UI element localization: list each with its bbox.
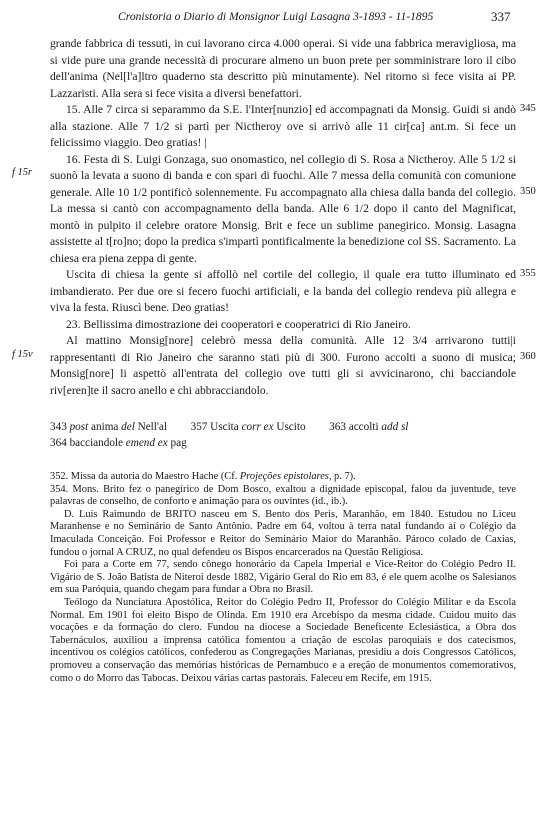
line-number: 360	[520, 351, 536, 362]
folio-note: f 15r	[12, 167, 33, 178]
footnote: 352. Missa da autoria do Maestro Hache (Cf. Projeções epistolares, p. 7).	[50, 471, 356, 482]
apparatus-entry: 364 bacciandole emend ex pag	[50, 437, 187, 449]
footnote: D. Luís Raimundo de BRITO nasceu em S. Bento dos Peris, Maranhão, em 1840. Estudou no Liceu Maranhense e no Seminário de Santo Antônio. Padre em 64, voltou à terra natal fundando aí o Colégio da Imaculada Conceição. Foi Professor e Reitor do Seminário Maior do Maranhão. Pároco colado de Caxias, fundou o jornal A CRUZ, no qual defendeu os Bispos encarcerados na Questão Religiosa.	[50, 508, 516, 558]
line-number: 355	[520, 268, 536, 279]
paragraph: Uscita di chiesa la gente si affollò nel cortile del collegio, il quale era tutto illuminato ed imbandierato. Per due ore si fecero fuochi artificiali, e la banda del collegio rendeva più allegra e viva la festa. Riuscì bene. Deo gratias!	[50, 268, 516, 314]
apparatus-row	[50, 435, 516, 451]
footnote: Teólogo da Nunciatura Apostólica, Reitor do Colégio Pedro II, Professor do Colégio Militar e da Escola Normal. Em 1901 foi eleito Bispo de Olinda. Em 1910 era Arcebispo da mesma cidade. Cuidou muito das vocações e da formação do clero. Fundou na diocese a Sociedade Beneficente Eclesiástica, a Obra dos Tabernáculos, auxiliou a imprensa católica fomentou a criação de escolas paroquiais e dos catecismos, incentivou os colégios católicos, confederou as Congregações Marianas, presidiu a dois Congressos Católicos, promoveu a conservação das memórias históricas de Pernambuco e a ereção de monumentos comemorativos, como o do Morro das Tabocas. Deixou várias cartas pastorais. Faleceu em Recife, em 1915.	[50, 596, 516, 684]
apparatus-entry: 343 post anima del Nell'al	[50, 421, 167, 433]
line-number: 350	[520, 186, 536, 197]
apparatus-entry: 363 accolti add sl	[329, 421, 409, 433]
paragraph: 23. Bellissima dimostrazione dei cooperatori e cooperatrici di Rio Janeiro.	[66, 317, 411, 331]
apparatus-row	[50, 419, 516, 435]
footnote: 354. Mons. Brito fez o panegírico de Dom Bosco, exaltou a dignidade episcopal, falou da juventude, teve palavras de conselho, de conforto e animação para os ouvintes (id., ib.).	[50, 483, 516, 508]
page-number: 337	[491, 9, 511, 24]
paragraph: 16. Festa di S. Luigi Gonzaga, suo onomastico, nel collegio di S. Rosa a Nictheroy. Alle 5 1/2 si suonò la levata a suono di banda e con spari di fuochi. Alle 7 messa della comunità con comunione generale. Alle 10 1/2 pontificò solennemente. Fu accompagnato alla chiesa dalla banda del collegio. La messa si cantò con accompagnamento della banda. Alle 6 1/2 dopo il canto del Magnificat, montò in pulpito il celebre oratore Monsig. Brit e fece un sublime panegirico. Monsig. Lasagna assistette al t[ro]no; dopo la predica s'impartì pontificalmente la benedizione col SS. Sacramento. La chiesa era piena zeppa di gente.	[50, 152, 517, 265]
paragraph: 15. Alle 7 circa si separammo da S.E. l'Inter[nunzio] ed accompagnati da Monsig. Guidi si andò alla stazione. Alle 7 1/2 si partì per Nictheroy ove si arrivò alle 11 cir[ca] ant.m. Si fece un felicissimo viaggio. Deo gratias! |	[50, 103, 516, 149]
line-number: 345	[520, 103, 536, 114]
apparatus-entry: 357 Uscita corr ex Uscito	[190, 421, 306, 433]
main-text	[50, 36, 516, 399]
running-title: Cronistoria o Diario di Monsignor Luigi Lasagna 3-1893 - 11-1895	[118, 10, 434, 23]
footnote: Foi para a Corte em 77, sendo cônego honorário da Capela Imperial e Vice-Reitor do Colégio Pedro II. Vigário de S. João Batista de Niteroi desde 1882, Vigário Geral do Rio em 83, é ele quem acolhe os Salesianos em sua Paróquia, quando chegam para fundar a Obra no Brasil.	[50, 559, 516, 596]
folio-note: f 15v	[12, 349, 33, 360]
paragraph: grande fabbrica di tessuti, in cui lavorano circa 4.000 operai. Si vide una fabbrica meravigliosa, ma si vide pure una grande necessità di procurare almeno un buon prete per somministrare loro il cibo dell'anima (Nel[l'a]ltro quaderno sta descritto più minutamente). Nel ritorno si fece visita ai PP. Lazzaristi. Alla sera si fece visita a diversi benefattori.	[50, 37, 516, 100]
paragraph: Al mattino Monsig[nore] celebrò messa della comunità. Alle 12 3/4 arrivarono tutti|i rappresentanti di Rio Janeiro che saranno stati più di 300. Furono accolti a suono di musica; Monsig[nore] li aspettò all'entrata del collegio ove tutti gli si avvicinarono, chi bacciandole riv[eren]te il sacro anello e chi abbracciandolo.	[50, 334, 516, 397]
footnotes	[50, 471, 516, 685]
critical-apparatus	[50, 419, 516, 451]
